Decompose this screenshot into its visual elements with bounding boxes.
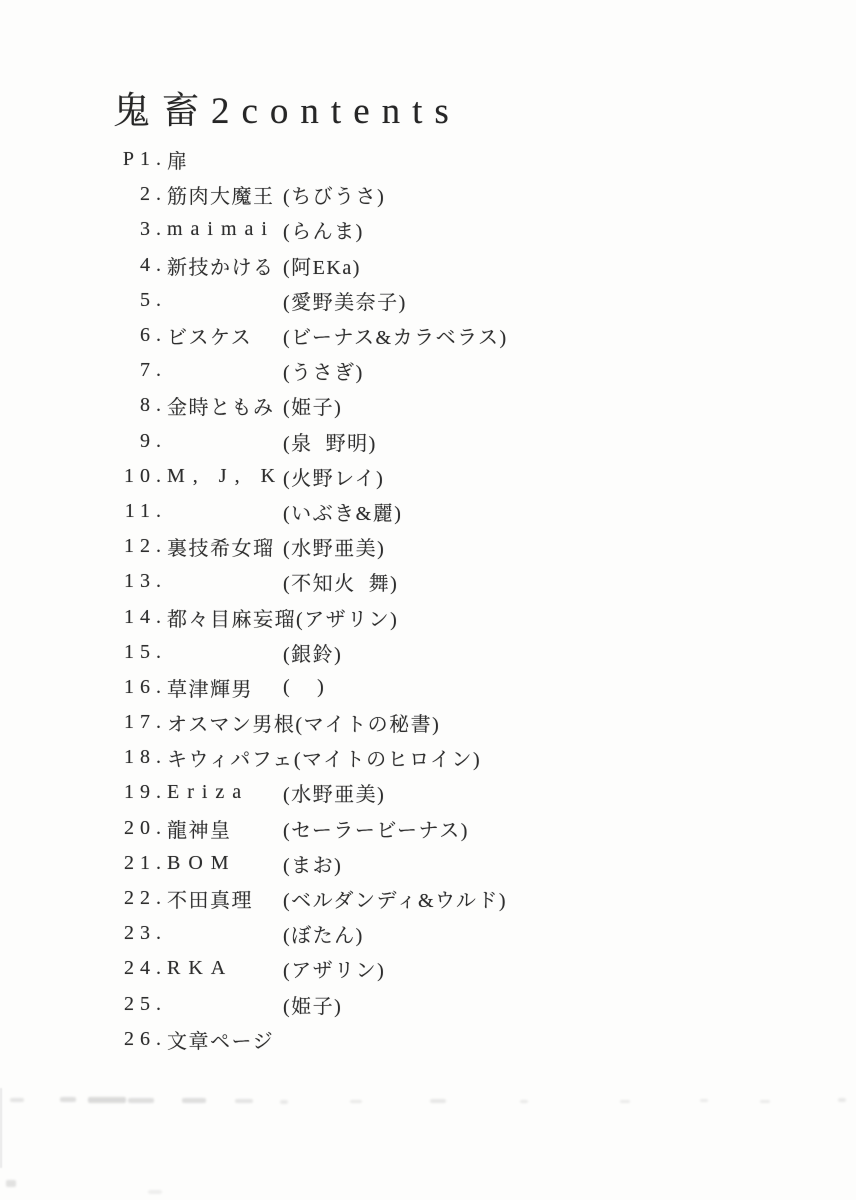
entry-title: 文章ページ [167,1030,275,1053]
contents-entry [113,811,508,846]
entry-page-number: 26. [124,1027,167,1050]
entry-character: (水野亜美) [283,538,386,561]
entry-character: ( ) [283,675,326,698]
entry-character: (マイトの秘書) [295,714,441,737]
entry-character: (ビーナス&カラベラス) [283,327,508,350]
smudge [280,1100,288,1104]
entry-page-number: 22. [124,887,167,910]
entry-page-number: P1. [122,148,167,171]
contents-entry [113,951,508,986]
entry-title: maimai [167,218,275,241]
smudge [6,1180,16,1187]
entry-page-number: 7. [140,359,167,382]
entry-page-number: 16. [124,675,167,698]
contents-entry [113,318,508,353]
entry-title: RKA [167,957,234,980]
smudge [430,1099,446,1103]
entry-character: (阿EKa) [283,256,361,279]
entry-page-number: 17. [124,711,167,734]
entry-character: (泉 野明) [283,432,377,455]
smudge [10,1098,24,1102]
entry-character: (セーラービーナス) [283,819,469,842]
entry-page-number: 25. [124,992,167,1015]
entry-character: (アザリン) [296,608,399,631]
entry-page-number: 5. [140,288,167,311]
entry-page-number: 20. [124,816,167,839]
smudge [235,1099,253,1103]
contents-entry [113,846,508,881]
smudge [620,1100,630,1103]
contents-entry [113,775,508,810]
entry-page-number: 9. [140,429,167,452]
entry-character: (マイトのヒロイン) [293,749,482,772]
smudge [182,1098,206,1103]
smudge [148,1190,162,1194]
entry-title: M, J, K [167,464,284,487]
contents-entry [113,212,508,247]
contents-entry [113,599,508,634]
entry-page-number: 23. [124,922,167,945]
entry-title: 龍神皇 [167,819,232,842]
entry-character: (アザリン) [283,960,386,983]
smudge [88,1097,126,1103]
entry-title: 草津輝男 [167,678,253,701]
contents-entry [113,635,508,670]
entry-title: 不田真理 [167,890,253,913]
entry-title: 裏技希女瑠 [167,538,275,561]
entry-page-number: 14. [124,605,167,628]
contents-entry [113,283,508,318]
contents-entry [113,353,508,388]
contents-entry [113,142,508,177]
entry-title: 筋肉大魔王 [167,186,275,209]
smudge [350,1100,362,1103]
smudge [128,1098,154,1103]
entry-character: (銀鈴) [283,643,343,666]
contents-entry [113,916,508,951]
contents-list [113,142,508,1057]
entry-character: (いぶき&麗) [283,502,403,525]
contents-entry [113,1022,508,1057]
contents-entry [113,705,508,740]
edge-artifact [0,1088,2,1168]
entry-character: (水野亜美) [283,784,386,807]
entry-page-number: 4. [140,253,167,276]
entry-page-number: 12. [124,535,167,558]
entry-page-number: 13. [124,570,167,593]
contents-entry [113,424,508,459]
entry-title: 扉 [167,151,189,174]
contents-entry [113,388,508,423]
entry-title: BOM [167,851,237,874]
entry-character: (ちびうさ) [283,186,386,209]
contents-entry [113,494,508,529]
contents-entry [113,670,508,705]
entry-page-number: 24. [124,957,167,980]
contents-entry [113,529,508,564]
contents-entry [113,248,508,283]
entry-title: Eriza [167,781,250,804]
contents-entry [113,987,508,1022]
contents-entry [113,564,508,599]
contents-entry [113,177,508,212]
entry-page-number: 19. [124,781,167,804]
entry-page-number: 6. [140,324,167,347]
smudge [700,1099,708,1102]
entry-page-number: 2. [140,183,167,206]
contents-entry [113,740,508,775]
entry-page-number: 21. [124,851,167,874]
entry-character: (火野レイ) [283,467,385,490]
entry-title: 新技かける [167,256,275,279]
entry-page-number: 15. [124,640,167,663]
entry-title: 金時ともみ [167,397,275,420]
entry-title: ビスケス [167,327,253,350]
entry-title: 都々目麻妄瑠 [167,608,296,631]
entry-character: (らんま) [283,221,364,244]
entry-character: (まお) [283,854,343,877]
entry-character: (姫子) [283,995,343,1018]
entry-page-number: 3. [140,218,167,241]
entry-page-number: 8. [140,394,167,417]
page-content [113,92,508,1057]
smudge [838,1098,846,1102]
entry-character: (姫子) [283,397,343,420]
entry-character: (ぼたん) [283,925,364,948]
entry-character: (愛野美奈子) [283,291,407,314]
entry-character: (うさぎ) [283,362,364,385]
contents-entry [113,459,508,494]
smudge [60,1097,76,1102]
smudge [760,1100,770,1103]
entry-title: オスマン男根 [167,714,296,737]
entry-page-number: 11. [124,499,167,522]
page-title: 鬼畜2contents [113,91,461,132]
entry-character: (不知火 舞) [283,573,399,596]
entry-page-number: 18. [124,746,167,769]
entry-character: (ベルダンディ&ウルド) [283,890,508,913]
smudge [520,1100,528,1103]
entry-title: キウィパフェ [167,749,294,772]
contents-entry [113,881,508,916]
entry-page-number: 10. [124,464,167,487]
